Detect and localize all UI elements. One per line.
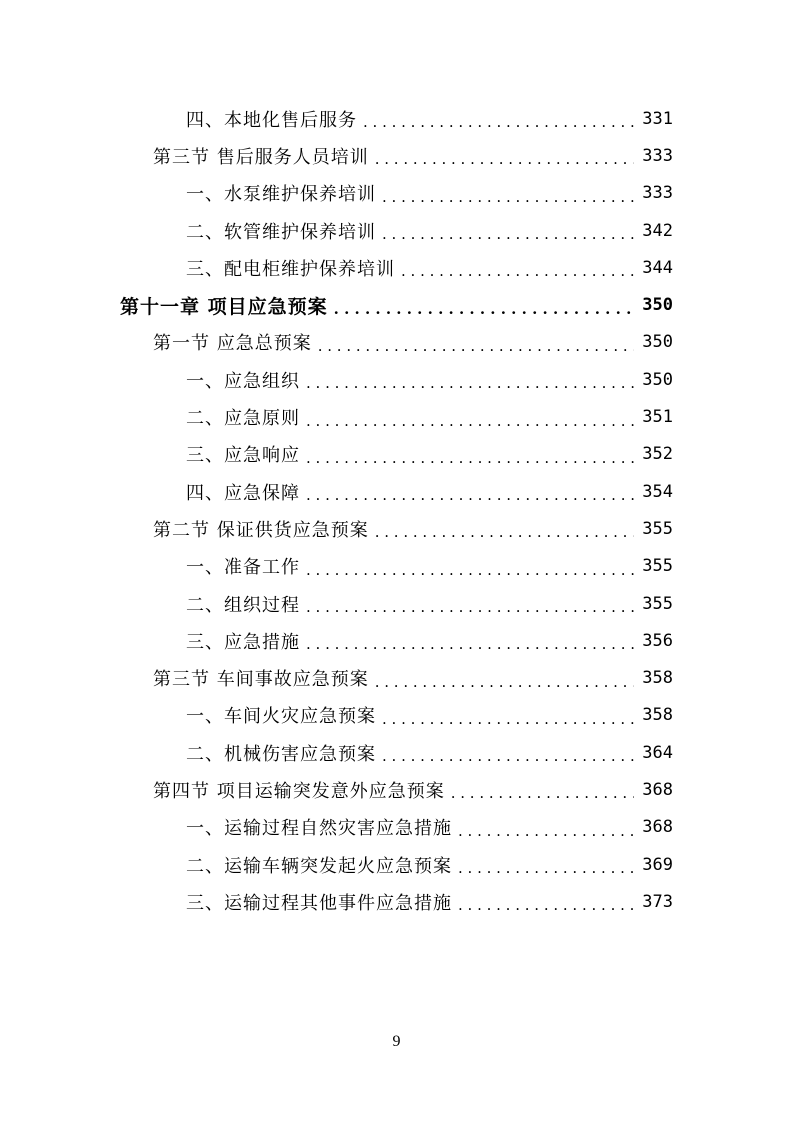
toc-subsection-entry[interactable] bbox=[0, 436, 793, 473]
toc-dot-leader bbox=[306, 563, 634, 578]
toc-entry-title: 一、准备工作 bbox=[186, 557, 300, 579]
toc-section-entry[interactable] bbox=[0, 659, 793, 696]
toc-entry-title: 三、应急响应 bbox=[186, 445, 300, 467]
toc-dot-leader bbox=[458, 861, 634, 876]
toc-subsection-entry[interactable] bbox=[0, 249, 793, 286]
toc-section-entry[interactable] bbox=[0, 324, 793, 361]
toc-entry-page: 368 bbox=[642, 779, 673, 800]
toc-subsection-entry[interactable] bbox=[0, 548, 793, 585]
toc-subsection-entry[interactable] bbox=[0, 100, 793, 137]
toc-dot-leader bbox=[334, 302, 635, 317]
toc-dot-leader bbox=[318, 339, 635, 354]
toc-entry-title: 二、运输车辆突发起火应急预案 bbox=[186, 855, 452, 877]
toc-entry-title: 三、应急措施 bbox=[186, 631, 300, 653]
toc-dot-leader bbox=[306, 376, 634, 391]
toc-subsection-entry[interactable] bbox=[0, 846, 793, 883]
toc-entry-page: 333 bbox=[642, 183, 673, 204]
toc-dot-leader bbox=[306, 488, 634, 503]
toc-dot-leader bbox=[382, 712, 634, 727]
toc-entry-page: 355 bbox=[642, 556, 673, 577]
toc-entry-title: 二、应急原则 bbox=[186, 408, 300, 430]
toc-entry-title: 第三节 车间事故应急预案 bbox=[153, 669, 369, 691]
toc-entry-page: 358 bbox=[642, 668, 673, 689]
toc-dot-leader bbox=[458, 898, 634, 913]
toc-dot-leader bbox=[458, 824, 634, 839]
toc-entry-page: 351 bbox=[642, 407, 673, 428]
toc-entry-title: 二、软管维护保养培训 bbox=[186, 221, 376, 243]
toc-entry-page: 358 bbox=[642, 705, 673, 726]
toc-entry-page: 342 bbox=[642, 220, 673, 241]
toc-entry-title: 一、应急组织 bbox=[186, 370, 300, 392]
toc-dot-leader bbox=[382, 749, 634, 764]
toc-subsection-entry[interactable] bbox=[0, 697, 793, 734]
toc-dot-leader bbox=[401, 264, 634, 279]
toc-entry-title: 一、水泵维护保养培训 bbox=[186, 184, 376, 206]
page-number: 9 bbox=[392, 1033, 401, 1050]
table-of-contents bbox=[0, 100, 793, 921]
toc-subsection-entry[interactable] bbox=[0, 734, 793, 771]
toc-dot-leader bbox=[306, 600, 634, 615]
toc-section-entry[interactable] bbox=[0, 510, 793, 547]
toc-entry-page: 350 bbox=[642, 295, 673, 316]
toc-dot-leader bbox=[382, 190, 634, 205]
toc-subsection-entry[interactable] bbox=[0, 622, 793, 659]
toc-entry-page: 369 bbox=[642, 854, 673, 875]
toc-entry-title: 一、运输过程自然灾害应急措施 bbox=[186, 818, 452, 840]
toc-subsection-entry[interactable] bbox=[0, 212, 793, 249]
toc-dot-leader bbox=[375, 525, 635, 540]
toc-subsection-entry[interactable] bbox=[0, 883, 793, 920]
toc-entry-page: 344 bbox=[642, 257, 673, 278]
toc-entry-title: 四、本地化售后服务 bbox=[186, 109, 357, 131]
toc-entry-page: 355 bbox=[642, 518, 673, 539]
toc-entry-title: 第三节 售后服务人员培训 bbox=[153, 146, 369, 168]
toc-entry-title: 第一节 应急总预案 bbox=[153, 333, 312, 355]
toc-entry-page: 333 bbox=[642, 145, 673, 166]
toc-entry-title: 第四节 项目运输突发意外应急预案 bbox=[153, 780, 445, 802]
toc-dot-leader bbox=[306, 414, 634, 429]
toc-entry-title: 第十一章 项目应急预案 bbox=[120, 295, 328, 318]
toc-section-entry[interactable] bbox=[0, 137, 793, 174]
toc-entry-page: 354 bbox=[642, 481, 673, 502]
toc-entry-title: 二、组织过程 bbox=[186, 594, 300, 616]
toc-entry-page: 331 bbox=[642, 108, 673, 129]
toc-entry-page: 364 bbox=[642, 742, 673, 763]
toc-entry-title: 四、应急保障 bbox=[186, 482, 300, 504]
toc-chapter-entry[interactable] bbox=[0, 286, 793, 323]
toc-entry-page: 350 bbox=[642, 369, 673, 390]
toc-entry-title: 二、机械伤害应急预案 bbox=[186, 743, 376, 765]
toc-dot-leader bbox=[451, 786, 635, 801]
toc-entry-page: 368 bbox=[642, 817, 673, 838]
toc-subsection-entry[interactable] bbox=[0, 809, 793, 846]
toc-entry-page: 350 bbox=[642, 332, 673, 353]
toc-entry-title: 第二节 保证供货应急预案 bbox=[153, 519, 369, 541]
toc-subsection-entry[interactable] bbox=[0, 585, 793, 622]
toc-section-entry[interactable] bbox=[0, 771, 793, 808]
toc-subsection-entry[interactable] bbox=[0, 473, 793, 510]
toc-entry-title: 三、运输过程其他事件应急措施 bbox=[186, 892, 452, 914]
toc-entry-page: 373 bbox=[642, 891, 673, 912]
toc-dot-leader bbox=[306, 637, 634, 652]
toc-subsection-entry[interactable] bbox=[0, 175, 793, 212]
toc-entry-page: 356 bbox=[642, 630, 673, 651]
toc-dot-leader bbox=[375, 152, 635, 167]
toc-entry-title: 一、车间火灾应急预案 bbox=[186, 706, 376, 728]
toc-subsection-entry[interactable] bbox=[0, 398, 793, 435]
toc-entry-page: 355 bbox=[642, 593, 673, 614]
toc-dot-leader bbox=[306, 451, 634, 466]
toc-dot-leader bbox=[375, 675, 635, 690]
toc-subsection-entry[interactable] bbox=[0, 361, 793, 398]
toc-entry-title: 三、配电柜维护保养培训 bbox=[186, 258, 395, 280]
toc-dot-leader bbox=[382, 227, 634, 242]
toc-entry-page: 352 bbox=[642, 444, 673, 465]
toc-dot-leader bbox=[363, 115, 634, 130]
